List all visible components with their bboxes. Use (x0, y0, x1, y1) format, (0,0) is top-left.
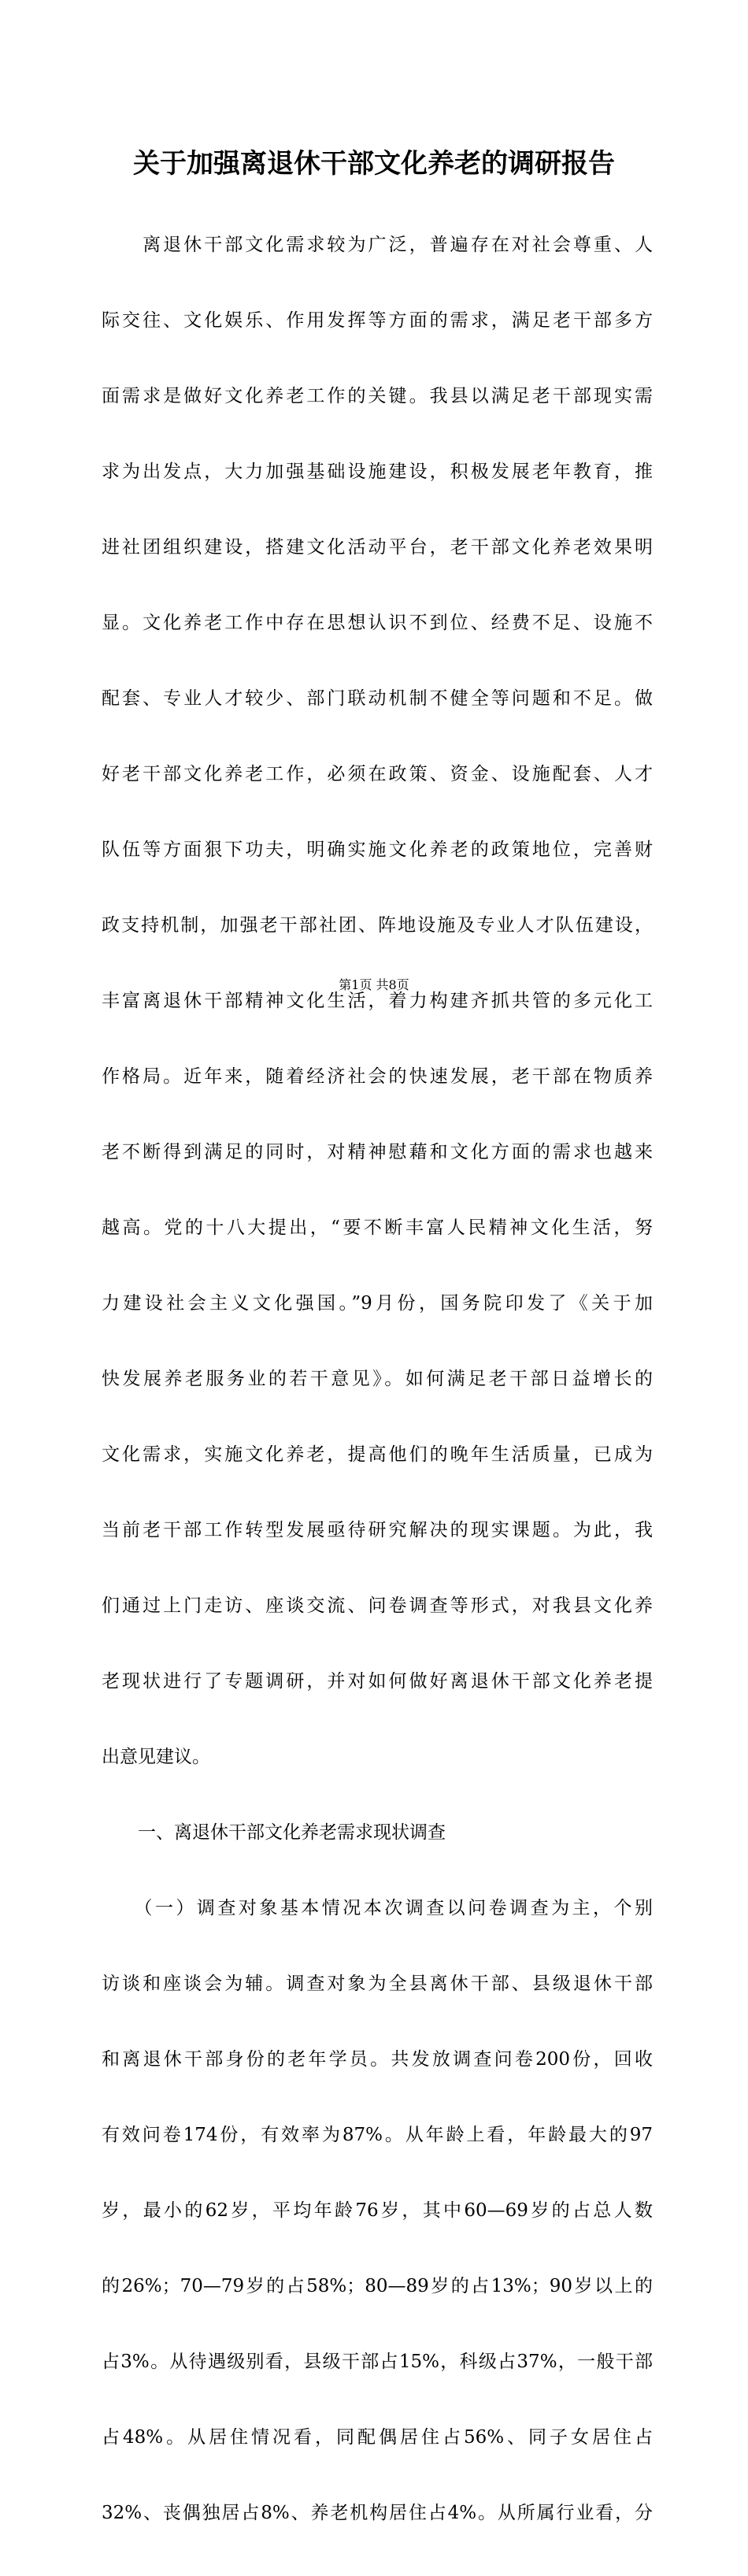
body-line: 越高。党的十八大提出，“要不断丰富人民精神文化生活，努 (102, 1218, 653, 1238)
body-line: 有效问卷174份，有效率为87%。从年龄上看，年龄最大的97 (102, 2125, 653, 2145)
page-number-footer: 第1页 共8页 (339, 977, 409, 992)
body-line: （一）调查对象基本情况本次调查以问卷调查为主，个别 (102, 1898, 653, 1918)
body-line: 进社团组织建设，搭建文化活动平台，老干部文化养老效果明 (102, 537, 653, 558)
body-line: 政支持机制，加强老干部社团、阵地设施及专业人才队伍建设， (102, 915, 653, 936)
body-line: 快发展养老服务业的若干意见》。如何满足老干部日益增长的 (102, 1369, 653, 1389)
body-line: 作格局。近年来，随着经济社会的快速发展，老干部在物质养 (102, 1066, 653, 1087)
body-line: 出意见建议。 (102, 1747, 210, 1767)
body-line: 老不断得到满足的同时，对精神慰藉和文化方面的需求也越来 (102, 1142, 653, 1162)
body-line: 好老干部文化养老工作，必须在政策、资金、设施配套、人才 (102, 764, 653, 784)
body-line: 队伍等方面狠下功夫，明确实施文化养老的政策地位，完善财 (102, 840, 653, 860)
document-title: 关于加强离退休干部文化养老的调研报告 (133, 148, 615, 180)
body-line: 求为出发点，大力加强基础设施建设，积极发展老年教育，推 (102, 461, 653, 482)
body-line: 访谈和座谈会为辅。调查对象为全县离休干部、县级退休干部 (102, 1974, 653, 1994)
body-line: 占48%。从居住情况看，同配偶居住占56%、同子女居住占 (102, 2427, 653, 2448)
body-line: 配套、专业人才较少、部门联动机制不健全等问题和不足。做 (102, 688, 653, 709)
body-line: 老现状进行了专题调研，并对如何做好离退休干部文化养老提 (102, 1671, 653, 1692)
body-line: 丰富离退休干部精神文化生活，着力构建齐抓共管的多元化工 (102, 991, 653, 1011)
document-body (102, 182, 653, 2576)
body-line: 和离退休干部身份的老年学员。共发放调查问卷200份，回收 (102, 2049, 653, 2070)
body-line: 当前老干部工作转型发展亟待研究解决的现实课题。为此，我 (102, 1520, 653, 1540)
body-line: 离退休干部文化需求较为广泛，普遍存在对社会尊重、人 (102, 235, 653, 255)
body-line: 文化需求，实施文化养老，提高他们的晚年生活质量，已成为 (102, 1444, 653, 1465)
body-line: 岁，最小的62岁，平均年龄76岁，其中60—69岁的占总人数 (102, 2200, 653, 2221)
body-line: 们通过上门走访、座谈交流、问卷调查等形式，对我县文化养 (102, 1596, 653, 1616)
body-line: 面需求是做好文化养老工作的关键。我县以满足老干部现实需 (102, 386, 653, 406)
body-line: 32%、丧偶独居占8%、养老机构居住占4%。从所属行业看，分 (102, 2503, 653, 2523)
body-line: 的26%；70—79岁的占58%；80—89岁的占13%；90岁以上的 (102, 2276, 653, 2296)
body-line: 际交往、文化娱乐、作用发挥等方面的需求，满足老干部多方 (102, 310, 653, 331)
section-heading: 一、离退休干部文化养老需求现状调查 (102, 1822, 446, 1843)
body-line: 力建设社会主义文化强国。”9月份，国务院印发了《关于加 (102, 1293, 653, 1314)
body-line: 显。文化养老工作中存在思想认识不到位、经费不足、设施不 (102, 613, 653, 633)
body-line: 占3%。从待遇级别看，县级干部占15%，科级占37%，一般干部 (102, 2352, 653, 2372)
